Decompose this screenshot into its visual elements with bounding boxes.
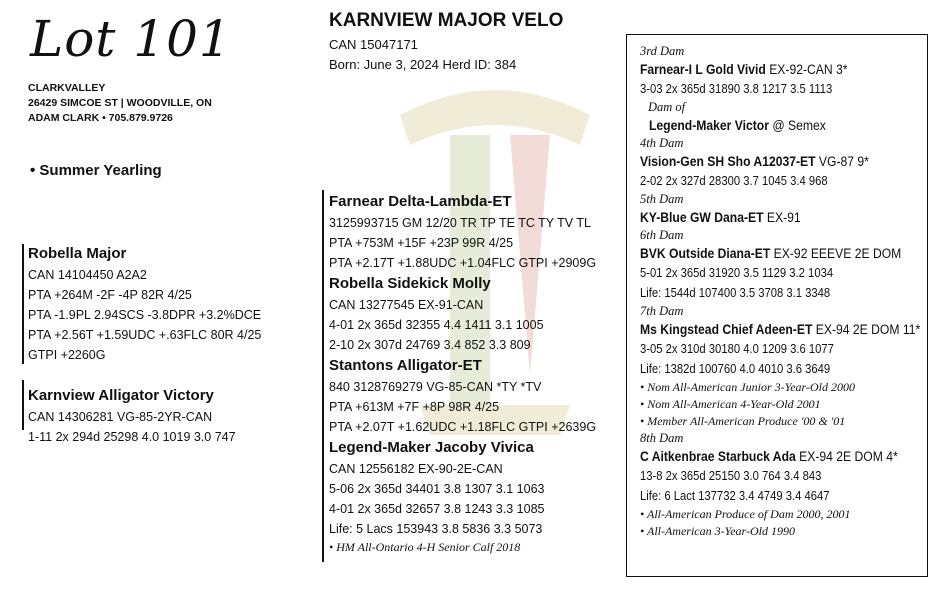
sire-line: PTA -1.9PL 2.94SCS -3.8DPR +3.2%DCE <box>28 308 262 322</box>
ancestor-line: Life: 1544d 107400 3.5 3708 3.1 3348 <box>640 286 831 300</box>
generation-label: 5th Dam <box>640 192 684 206</box>
ancestor-entry <box>640 99 936 135</box>
entry-line: 5-06 2x 365d 34401 3.8 1307 3.1 1063 <box>329 482 545 496</box>
ancestor-note: • Nom All-American Junior 3-Year-Old 2000 <box>640 380 855 394</box>
ancestor-title <box>640 208 920 227</box>
ancestor-line: 5-01 2x 365d 31920 3.5 1129 3.2 1034 <box>640 266 834 280</box>
ancestor-entry <box>640 135 936 191</box>
ancestor-line: 3-05 2x 310d 30180 4.0 1209 3.6 1077 <box>640 342 834 356</box>
generation-label: 7th Dam <box>640 304 684 318</box>
dam-block <box>28 385 236 447</box>
sire-line: GTPI +2260G <box>28 348 106 362</box>
entry-line: PTA +753M +15F +23P 99R 4/25 <box>329 236 514 250</box>
ancestor-name: Ms Kingstead Chief Adeen-ET <box>640 322 813 337</box>
animal-name: KARNVIEW MAJOR VELO <box>329 10 564 31</box>
dam-bracket <box>22 380 24 430</box>
entry-note: • HM All-Ontario 4-H Senior Calf 2018 <box>329 540 521 554</box>
ancestor-suffix: EX-94 2E DOM 11* <box>812 322 921 337</box>
sire-bracket <box>22 244 24 364</box>
ancestor-title <box>640 60 920 79</box>
entry-name: Legend-Maker Jacoby Vivica <box>329 439 534 456</box>
animal-born-herd: Born: June 3, 2024 Herd ID: 384 <box>329 57 517 72</box>
ancestor-title <box>640 320 920 339</box>
ancestor-line: 13-8 2x 365d 25150 3.0 764 3.4 843 <box>640 469 822 483</box>
entry-line: 4-01 2x 365d 32355 4.4 1411 3.1 1005 <box>329 318 544 332</box>
pedigree-entry <box>329 437 596 556</box>
ancestor-suffix: EX-94 2E DOM 4* <box>795 449 898 464</box>
ancestor-line: Life: 1382d 100760 4.0 4010 3.6 3649 <box>640 362 831 376</box>
ancestor-entry <box>640 43 936 99</box>
ancestor-entry <box>640 191 936 227</box>
ancestor-name: C Aitkenbrae Starbuck Ada <box>640 449 796 464</box>
ancestor-title <box>640 447 920 466</box>
ancestor-note: • All-American 3-Year-Old 1990 <box>640 524 795 538</box>
entry-line: 2-10 2x 307d 24769 3.4 852 3.3 809 <box>329 338 531 352</box>
sire-line: CAN 14104450 A2A2 <box>28 268 147 282</box>
generation-label: 8th Dam <box>640 431 684 445</box>
sire-name: Robella Major <box>28 245 127 262</box>
ancestor-name: BVK Outside Diana-ET <box>640 246 771 261</box>
lot-number: Lot 101 <box>30 10 232 68</box>
ancestor-entry <box>640 303 936 430</box>
ancestor-suffix: @ Semex <box>768 118 826 133</box>
entry-line: 840 3128769279 VG-85-CAN *TY *TV <box>329 380 542 394</box>
entry-name: Stantons Alligator-ET <box>329 357 482 374</box>
dam-line: CAN 14306281 VG-85-2YR-CAN <box>28 410 213 424</box>
pedigree-entry <box>329 191 596 273</box>
ancestor-line: 2-02 2x 327d 28300 3.7 1045 3.4 968 <box>640 174 828 188</box>
entry-line: 3125993715 GM 12/20 TR TP TE TC TY TV TL <box>329 216 591 230</box>
ancestor-suffix: VG-87 9* <box>815 154 869 169</box>
ancestor-note: • Nom All-American 4-Year-Old 2001 <box>640 397 821 411</box>
ancestor-note: • Member All-American Produce '00 & '01 <box>640 414 846 428</box>
entry-line: PTA +2.17T +1.88UDC +1.04FLC GTPI +2909G <box>329 256 597 270</box>
consignor-contact: ADAM CLARK • 705.879.9726 <box>28 112 173 124</box>
sire-line: PTA +2.56T +1.59UDC +.63FLC 80R 4/25 <box>28 328 262 342</box>
ancestor-note: • All-American Produce of Dam 2000, 2001 <box>640 507 851 521</box>
sire-block <box>28 243 261 365</box>
consignor-name: CLARKVALLEY <box>28 82 106 94</box>
ancestor-title <box>640 116 920 135</box>
category-label: • Summer Yearling <box>30 162 162 179</box>
sire-line: PTA +264M -2F -4P 82R 4/25 <box>28 288 192 302</box>
entry-line: PTA +613M +7F +8P 98R 4/25 <box>329 400 500 414</box>
ancestor-name: Farnear-I L Gold Vivid <box>640 62 766 77</box>
ancestor-suffix: EX-92-CAN 3* <box>765 62 848 77</box>
generation-label: 3rd Dam <box>640 44 685 58</box>
pedigree-entry <box>329 355 596 437</box>
ancestor-line: 3-03 2x 365d 31890 3.8 1217 3.5 1113 <box>640 82 833 96</box>
entry-line: 4-01 2x 365d 32657 3.8 1243 3.3 1085 <box>329 502 545 516</box>
entry-name: Robella Sidekick Molly <box>329 275 491 292</box>
ancestor-name: KY-Blue GW Dana-ET <box>640 210 764 225</box>
dam-line: 1-11 2x 294d 25298 4.0 1019 3.0 747 <box>28 430 236 444</box>
entry-line: PTA +2.07T +1.62UDC +1.18FLC GTPI +2639G <box>329 420 597 434</box>
entry-line: CAN 13277545 EX-91-CAN <box>329 298 484 312</box>
ancestor-suffix: EX-91 <box>763 210 801 225</box>
ancestor-name: Legend-Maker Victor <box>649 118 769 133</box>
extended-pedigree <box>640 43 936 540</box>
generation-label: 4th Dam <box>640 136 684 150</box>
entry-name: Farnear Delta-Lambda-ET <box>329 193 512 210</box>
generation-label: Dam of <box>648 100 686 114</box>
animal-reg: CAN 15047171 <box>329 37 418 52</box>
dam-name: Karnview Alligator Victory <box>28 387 214 404</box>
ancestor-suffix: EX-92 EEEVE 2E DOM <box>770 246 902 261</box>
ancestor-entry <box>640 227 936 303</box>
animal-header <box>329 10 563 73</box>
middle-pedigree <box>329 191 596 556</box>
ancestor-entry <box>640 430 936 540</box>
ancestor-line: Life: 6 Lact 137732 3.4 4749 3.4 4647 <box>640 489 830 503</box>
ancestor-name: Vision-Gen SH Sho A12037-ET <box>640 154 816 169</box>
ancestor-title <box>640 152 920 171</box>
ancestor-title <box>640 244 920 263</box>
middle-bracket <box>322 190 324 562</box>
consignor-address: 26429 SIMCOE ST | WOODVILLE, ON <box>28 97 212 109</box>
entry-line: Life: 5 Lacs 153943 3.8 5836 3.3 5073 <box>329 522 543 536</box>
pedigree-entry <box>329 273 596 355</box>
entry-line: CAN 12556182 EX-90-2E-CAN <box>329 462 503 476</box>
generation-label: 6th Dam <box>640 228 684 242</box>
